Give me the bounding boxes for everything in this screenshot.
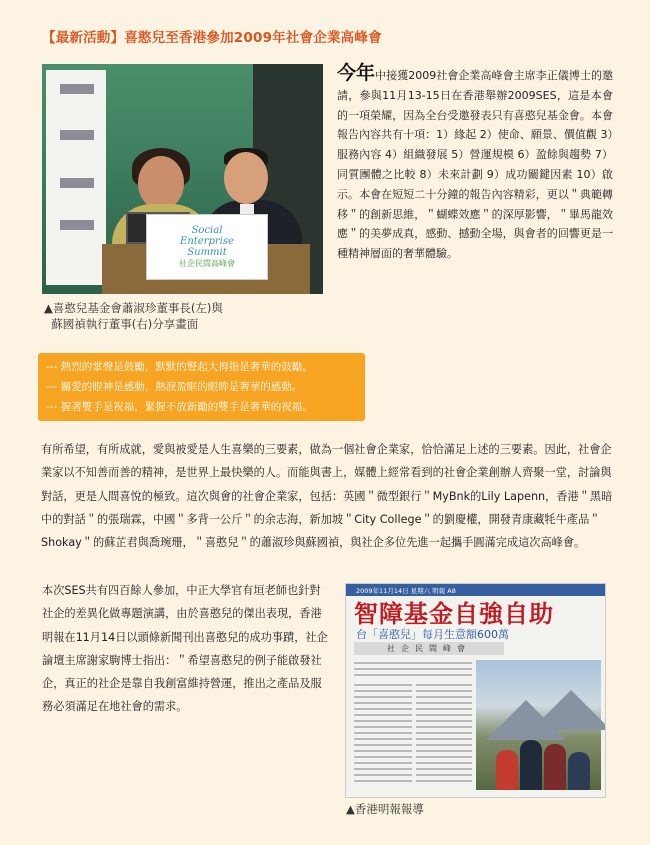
quote-line: --- 關愛的眼神是感動，熱淚盈眶的眼眸是奢華的感動。 [46,381,303,393]
summit-podium-sign [146,214,268,280]
backdrop-banner [46,70,106,285]
sign-line2: Enterprise [180,236,234,247]
sign-line3: Summit [187,247,227,258]
sign-line1: Social [191,225,223,236]
quote-line: --- 握著雙手是祝福，緊握不放新勵的雙手是奢華的祝福。 [46,401,313,413]
clipping-bar: 2009年11月14日 星期六 明報 A8 [356,587,456,595]
newspaper-clipping [345,583,606,798]
photo-caption: ▲喜憨兒基金會蕭淑珍董事長(左)與 蘇國禎執行董事(右)分享畫面 [44,301,223,331]
intro-body: 中接獲2009社會企業高峰會主席李正儀博士的邀請，參與11月13-15日在香港舉辦2009SES，這是本會的一項榮耀，因為全台受邀發表只有喜憨兒基金會。本會報告內容共有十項：1）緣起 2）使命、願景、價值觀 3）服務內容 4）組織發展 5）營運規模 6）盈餘與趨勢 7）同質團體之比較 8）未來計劃 9）成功關鍵因素 10）啟示。本會在短短二十分鐘的報告內容精彩，更以＂典範轉移＂的創新思維，＂蝴蝶效應＂的深厚影響，＂畢馬龍效應＂的美夢成真，感動、撼動全場，與會者的回響更是一種精神層面的奢華體驗。 [337,69,613,261]
page-headline: 【最新活動】喜憨兒至香港參加2009年社會企業高峰會 [42,30,382,46]
clipping-caption: ▲香港明報報導 [346,802,424,816]
clipping-band: 社企民間峰會 [354,642,504,655]
summit-photo [42,64,323,294]
mid-paragraph: 有所希望，有所成就，愛與被愛是人生喜樂的三要素，做為一個社會企業家，恰恰滿足上述的三要素。因此，社會企業家以不知善而善的精神，是世界上最快樂的人。而能與書上，媒體上經常看到的社會企業創辦人齊聚一堂，討論與對話，更是人間喜悅的極致。這次與會的社會企業家，包括：英國＂微型銀行＂MyBnk的Lily Lapenn，香港＂黑暗中的對話＂的張瑞霖，中國＂多背一公斤＂的余志海，新加坡＂City College＂的劉慶權，開發青康藏牦牛產品＂Shokay＂的蘇芷君與喬琬珊，＂喜憨兒＂的蕭淑珍與蘇國禎，與社企多位先進一起攜手圓滿完成這次高峰會。 [41,443,613,550]
intro-paragraph [337,64,613,264]
intro-lead: 今年 [337,62,376,84]
quote-line: --- 熱烈的掌聲是鼓勵，默默的豎起大拇指是奢華的鼓勵。 [46,361,313,373]
quote-box [38,353,365,421]
clipping-photo [476,660,601,790]
clipping-subtitle: 台「喜憨兒」每月生意額600萬 [356,628,509,641]
lower-paragraph: 本次SES共有四百餘人參加，中正大學官有垣老師也針對社企的差異化做專題演講，由於喜憨兒的傑出表現，香港明報在11月14日以頭條新聞刊出喜憨兒的成功事蹟，社企論壇主席謝家駒博士指出：＂希望喜憨兒的例子能啟發社企，真正的社企是靠自我創富維持營運，推出之產品及服務必須滿足在地社會的需求。 [42,584,328,714]
sign-line4: 社企民間高峰會 [179,259,235,268]
clipping-title: 智障基金自強自助 [354,600,554,628]
